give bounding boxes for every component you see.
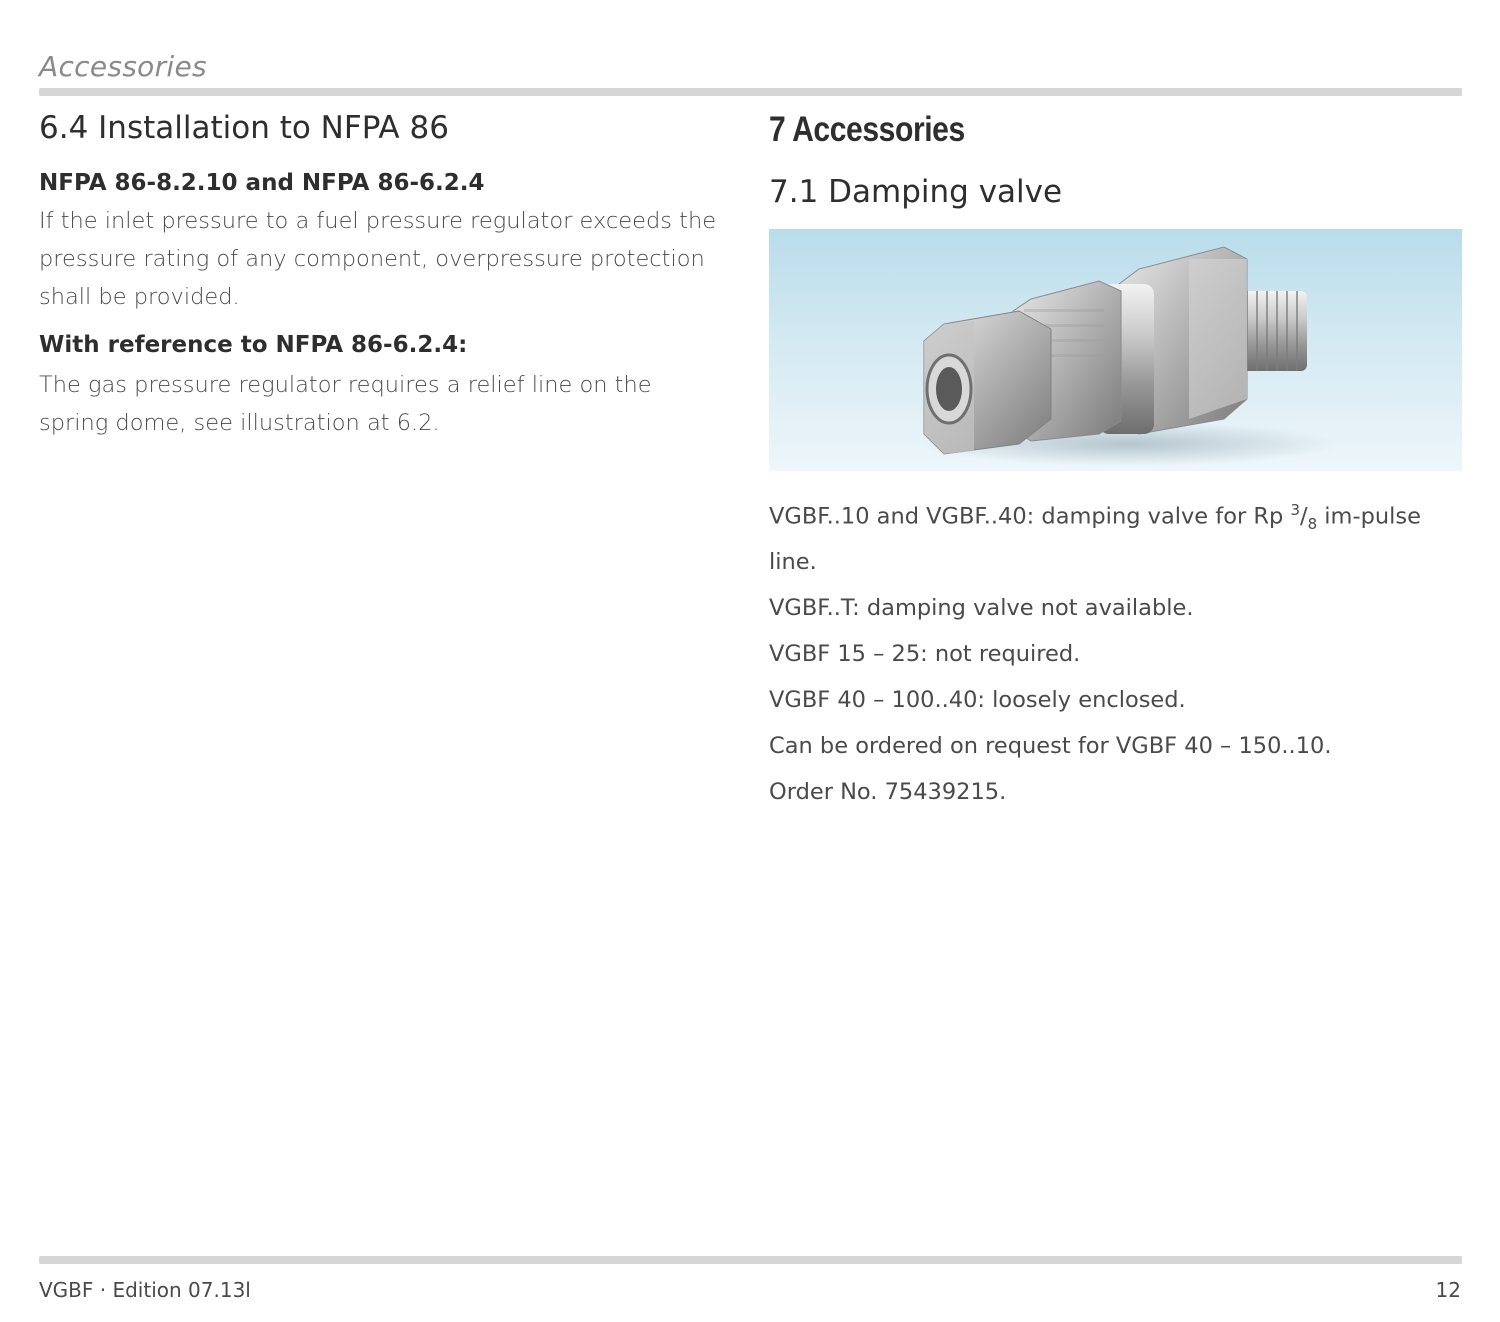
header-rule: [39, 88, 1462, 96]
left-column: [39, 108, 739, 442]
paragraph-vgbf-15-25: VGBF 15 – 25: not required.: [769, 641, 1081, 667]
paragraph-vgbf-40-100: VGBF 40 – 100..40: loosely enclosed.: [769, 687, 1186, 713]
damping-valve-photo: [769, 229, 1462, 471]
running-header: Accessories: [39, 50, 207, 83]
paragraph-order-request: Can be ordered on request for VGBF 40 – 150..10.: [769, 733, 1332, 759]
chapter-title-accessories: 7 Accessories: [769, 110, 965, 149]
damping-valve-icon: [769, 229, 1462, 471]
footer-rule: [39, 1256, 1462, 1264]
right-column: [769, 108, 1462, 805]
paragraph-order-number: Order No. 75439215.: [769, 779, 1007, 805]
section-title-damping-valve: 7.1 Damping valve: [769, 174, 1063, 210]
subsection-title-nfpa: NFPA 86-8.2.10 and NFPA 86-6.2.4: [39, 170, 485, 196]
subsection-title-reference: With reference to NFPA 86-6.2.4:: [39, 332, 468, 358]
section-title-6-4: 6.4 Installation to NFPA 86: [39, 110, 449, 146]
paragraph-overpressure: If the inlet pressure to a fuel pressure regulator exceeds the pressure rating of any component, overpressure protection shall be provided.: [39, 208, 717, 310]
footer-edition: VGBF · Edition 07.13l: [39, 1278, 251, 1302]
paragraph-vgbf-t: VGBF..T: damping valve not available.: [769, 595, 1194, 621]
paragraph-vgbf-10-40: VGBF..10 and VGBF..40: damping valve for Rp $^3/_8$ im-pulse line.: [769, 501, 1421, 575]
page-number: 12: [1435, 1278, 1461, 1302]
paragraph-relief-line: The gas pressure regulator requires a relief line on the spring dome, see illustration at 6.2.: [39, 372, 652, 436]
